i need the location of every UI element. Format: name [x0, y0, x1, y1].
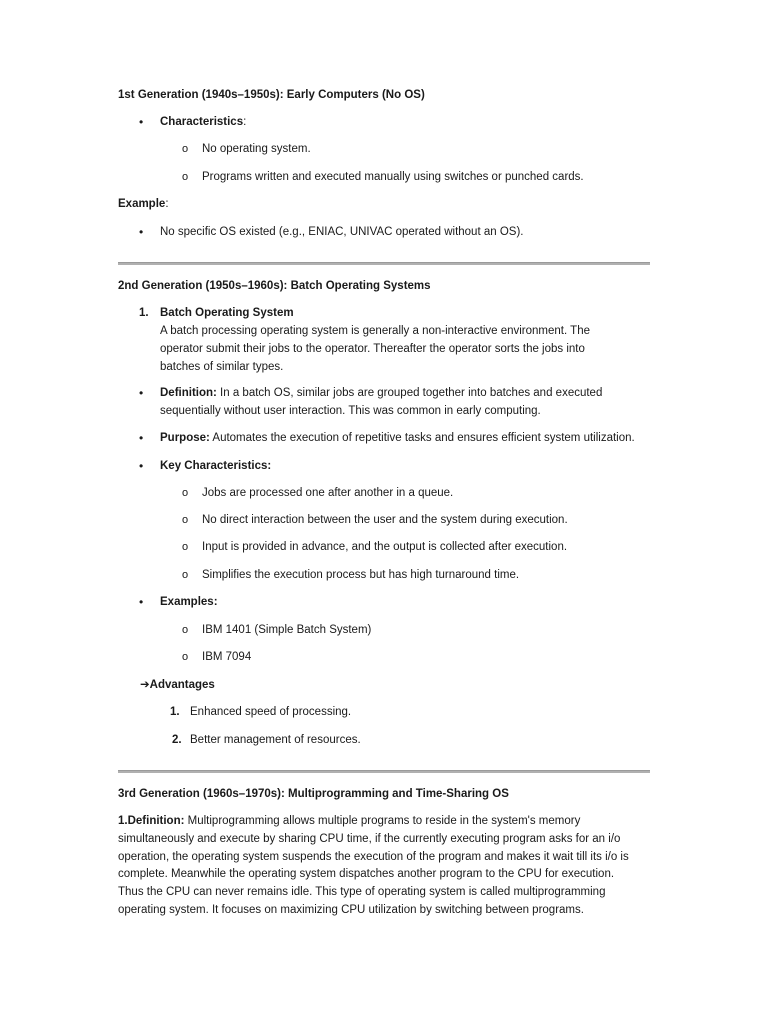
key-characteristics-label: Key Characteristics: — [160, 460, 272, 472]
section-divider — [118, 770, 650, 773]
example-colon: : — [165, 198, 169, 210]
multiprogramming-definition-label: 1.Definition: — [118, 815, 185, 827]
list-item: No operating system. — [202, 143, 311, 155]
multiprogramming-line: operating system. It focuses on maximizing CPU utilization by switching between programs. — [118, 904, 584, 916]
multiprogramming-line: operation, the operating system suspends the execution of the program and makes it wait till its i/o is — [118, 851, 629, 863]
circle-bullet-icon: o — [182, 624, 189, 636]
characteristics-colon: : — [243, 116, 247, 128]
multiprogramming-line: Thus the CPU can never remains idle. This type of operating system is called multiprogramming — [118, 886, 606, 898]
circle-bullet-icon: o — [182, 171, 189, 183]
bullet-icon: • — [139, 431, 144, 445]
list-item: No direct interaction between the user and the system during execution. — [202, 514, 568, 526]
characteristics-line — [160, 114, 246, 131]
circle-bullet-icon: o — [182, 541, 189, 553]
list-item: Better management of resources. — [190, 734, 361, 746]
list-number: 1. — [170, 706, 180, 718]
example-line — [118, 196, 169, 213]
arrow-icon: ➔ — [140, 679, 150, 691]
list-item: Programs written and executed manually using switches or punched cards. — [202, 171, 584, 183]
advantages-label: Advantages — [149, 679, 215, 691]
example-item: No specific OS existed (e.g., ENIAC, UNIVAC operated without an OS). — [160, 226, 524, 238]
list-item: Input is provided in advance, and the output is collected after execution. — [202, 541, 568, 553]
bullet-icon: • — [139, 595, 144, 609]
purpose-label: Purpose: — [160, 432, 210, 444]
bullet-icon: • — [139, 225, 144, 239]
bullet-icon: • — [139, 115, 144, 129]
section2-heading: 2nd Generation (1950s–1960s): Batch Operating Systems — [118, 280, 431, 292]
list-item: IBM 7094 — [202, 651, 252, 663]
multiprogramming-line: simultaneously and execute by sharing CPU time, if the currently executing program asks for an i/o — [118, 833, 621, 845]
list-item: Simplifies the execution process but has high turnaround time. — [202, 569, 520, 581]
multiprogramming-line: complete. Meanwhile the operating system dispatches another program to the CPU for execution. — [118, 868, 615, 880]
list-item: Jobs are processed one after another in a queue. — [202, 487, 454, 499]
circle-bullet-icon: o — [182, 143, 189, 155]
purpose-text: Automates the execution of repetitive tasks and ensures efficient system utilization. — [209, 432, 635, 444]
examples-label: Examples: — [160, 596, 218, 608]
purpose-line — [160, 430, 635, 447]
bullet-icon: • — [139, 386, 144, 400]
batch-os-line: batches of similar types. — [160, 361, 284, 373]
batch-os-line: operator submit their jobs to the operator. Thereafter the operator sorts the jobs into — [160, 343, 585, 355]
circle-bullet-icon: o — [182, 651, 189, 663]
characteristics-label: Characteristics — [160, 116, 244, 128]
section-divider — [118, 262, 650, 265]
batch-os-line: A batch processing operating system is generally a non-interactive environment. The — [160, 325, 590, 337]
batch-os-title: Batch Operating System — [160, 307, 294, 319]
definition-line: sequentially without user interaction. This was common in early computing. — [160, 405, 541, 417]
section3-heading: 3rd Generation (1960s–1970s): Multiprogramming and Time-Sharing OS — [118, 788, 509, 800]
multiprogramming-line — [118, 813, 580, 830]
list-item: Enhanced speed of processing. — [190, 706, 352, 718]
multiprogramming-text: Multiprogramming allows multiple programs to reside in the system's memory — [184, 815, 581, 827]
list-item: IBM 1401 (Simple Batch System) — [202, 624, 372, 636]
advantages-line — [140, 677, 215, 694]
bullet-icon: • — [139, 459, 144, 473]
section1-heading: 1st Generation (1940s–1950s): Early Computers (No OS) — [118, 89, 425, 101]
list-number: 2. — [172, 734, 182, 746]
circle-bullet-icon: o — [182, 514, 189, 526]
circle-bullet-icon: o — [182, 569, 189, 581]
definition-label: Definition: — [160, 387, 217, 399]
circle-bullet-icon: o — [182, 487, 189, 499]
definition-text: In a batch OS, similar jobs are grouped together into batches and executed — [216, 387, 603, 399]
definition-line — [160, 385, 602, 402]
list-number: 1. — [139, 307, 149, 319]
example-label: Example — [118, 198, 166, 210]
